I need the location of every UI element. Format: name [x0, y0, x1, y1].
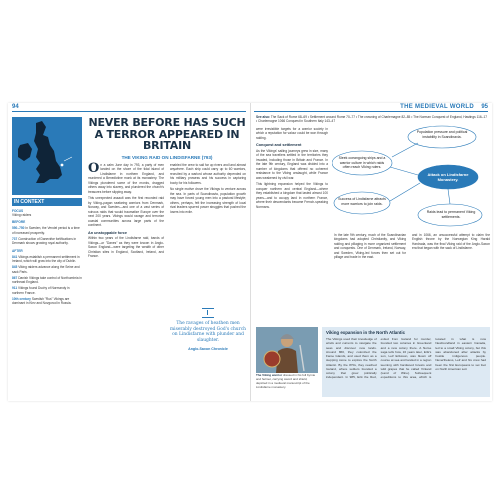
paragraph: This lightning expansion helped the Vikings to conquer northern and central England—where they established a kingdom that lasted almost 100 years—and to occupy land in northern France, where their descendants became French-speaking Normans. [256, 182, 328, 209]
paragraph: No single motive drove the Vikings to venture across the sea. In parts of Scandinavia, population growth may have forced young men into a pastoral lifestyle; others, perhaps, felt the increasing strength of local rival leaders spurred power struggles that pushed the losers into exile. [170, 187, 246, 214]
left-page-number: 94 [12, 104, 19, 110]
paragraph: Within two years of the Lindisfarne raid, bands of Vikings—or "Danes" as they were known in Anglo-Saxon England—were targeting the wealth of other Christian sites in England, Scotland, Ireland, and France. [88, 236, 164, 259]
north-atlantic-feature-box [322, 327, 490, 397]
before-entry: 550–750 In Sweden, the Vendel period is a time of increased prosperity. [12, 226, 80, 235]
in-context-heading: IN CONTEXT [12, 198, 82, 206]
right-page-number: 95 [481, 104, 488, 110]
paragraph: enabled the crew to sail far up rivers and land almost anywhere. Each ship could carry up to 60 warriors, recruited by a warlord whose authority depended on his military prowess and his success in capturing booty for his followers. [170, 163, 246, 185]
paragraph: This unexpected assault was the first recorded raid by Viking–pagan seafaring warriors from Denmark, Norway, and Sweden—and one of a vast series of ruinous raids that would traumatize Europe over the next 200 years. Vikings would ravage and terrorize coastal communities across large parts of the continent. [88, 196, 164, 228]
after-entry: 867 Danish Vikings take control of Northumbria in northeast England. [12, 275, 82, 285]
quote-attribution: Anglo-Saxon Chronicle [188, 346, 228, 351]
left-column-1 [88, 163, 164, 259]
feature-body: The Vikings used their knowledge of winds and currents to navigate the seas and discover new lands. Around 860, they colonized the Faroe Islands, and used them as a stepping stone to explore the North Atlantic. By the 870s, they reached Iceland, where settlers founded a colony that grew politically independent. In 985, Erik the Red, exiled from Iceland for murder, founded two colonies in Greenland and a new colony there. A Norse saga tells how, 16 years later, Erik's son, Leif Eriksson, was blown off course at sea and landed in a region teeming with hardwood forests and wild grapes that he called Vinland (Land of Wine). Subsequent expeditions to this area, which is located in what is now Newfoundland in eastern Canada, led to a small Viking colony, but this was abandoned after attacks by hostile indigenous people. Nevertheless, Leif and his crew had been the first Europeans to set foot on North American soil. [326, 337, 486, 380]
left-column-2 [170, 163, 246, 214]
section-title: THE MEDIEVAL WORLD [400, 104, 474, 110]
drop-cap: O [88, 161, 100, 176]
left-header [12, 103, 246, 112]
see-also-text: The Sack of Rome 68–69 • Settlement around Rome 70–77 • The crowning of Charlemagne 82–85 • The Norman Conquest of England, Hastings 116–17 • Charlemagne 1066 Conquest in Southern Italy 143–47 [256, 115, 487, 124]
quote-text: The ravages of heathen men miserably destroyed God's church on Lindisfarne with plunder and slaughter. [170, 321, 246, 344]
flow-node-central: Attack on Lindisfarne Monastery. [427, 172, 469, 183]
flow-node: Population pressure and political instability in Scandinavia. [416, 130, 468, 139]
subheadline: THE VIKING RAID ON LINDISFARNE (793) [121, 154, 213, 160]
pull-quote [168, 308, 248, 351]
image-caption [256, 374, 318, 390]
paragraph: n a calm June day in 793, a party of men landed on the shore of the tidal island of Lindisfarne in northern England, and murdered a Benedictine monk at its monastery. The Vikings plundered some of the monks, dragged others away into slavery, and plundered the church's treasures before slipping away. [88, 163, 164, 194]
right-column-1 [256, 127, 328, 209]
focus-value: Viking raiders [12, 213, 32, 217]
after-entry: 10th century Swedish "Rus" Vikings are dominant in Kiev and Novgorod in Russia. [12, 297, 72, 306]
caption-title: The Viking warrior [256, 373, 283, 377]
caption-text: dressed in his full byrnie and helmet, carrying sword and shield, depicted in a medieval manuscript of the Lindisfarne monastery. [256, 373, 316, 389]
paragraph: As the Vikings' sailing journeys grew in size, many of the sea travellers settled in the territories they invaded, including those in Britain and France. In the late 9th century, England was divided into a number of kingdoms that offered no coherent resistance to the Viking onslaught, while France was weakened by civil war. [256, 148, 328, 180]
in-context-sidebar [12, 198, 82, 306]
after-entry: 845 Viking raiders advance along the Seine and sack Paris. [12, 265, 80, 274]
before-label: BEFORE [12, 220, 26, 225]
subheading: An unstoppable force [88, 230, 128, 235]
see-also-label: See also: [256, 115, 270, 119]
causes-flow-diagram [332, 123, 490, 229]
after-entry: 911 Vikings found Duchy of Normandy in northern France. [12, 286, 70, 295]
gutter [250, 103, 251, 401]
after-label: AFTER [12, 248, 23, 253]
after-entry: 841 Vikings establish a permanent settlement in Ireland, which will grow into the city of Dublin. [12, 254, 80, 263]
focus-label: FOCUS [12, 209, 24, 213]
viking-warrior-image [256, 327, 318, 373]
headline: NEVER BEFORE HAS SUCH A TERROR APPEARED IN BRITAIN [88, 116, 246, 153]
paragraph: In the late 9th century, much of the Scandinavian kingdoms had adopted Christianity, and Viking raiding and pillaging in more organized settlement and conquests. One of Denmark, Ireland, Norway, and Sweden, Viking-led forces then set out for pillage and trade in the east. [334, 233, 406, 260]
quote-icon [202, 308, 214, 318]
subheading: Conquest and settlement [256, 143, 302, 148]
british-isles-map [12, 117, 82, 195]
book-spread [8, 103, 492, 401]
before-entry: 737 Construction of Danevirke fortifications in Denmark shows growing royal authority. [12, 236, 77, 246]
flow-node: Success of Lindisfarne attracts more warriors to join raids. [338, 197, 386, 206]
flow-node: Sleek oceangoing ships and a warrior culture in which raids often reach Viking rulers. [338, 156, 386, 170]
flow-node: Raids lead to permanent Viking settlements. [426, 210, 476, 219]
right-column-2 [334, 233, 406, 260]
feature-title: Viking expansion in the North Atlantic [326, 330, 406, 335]
paragraph: were irresistible targets for a warrior society in which a reputation for valour could be won through raiding. [256, 127, 328, 140]
title-block [88, 117, 246, 160]
right-column-3 [412, 233, 490, 251]
right-header [254, 103, 488, 112]
paragraph: and in 1066, an unsuccessful attempt to claim the English throne by the Norwegian King Harald Hardrada, was the final Viking raid of the Anglo-Saxon era that began with the sack of Lindisfarne. [412, 233, 490, 251]
